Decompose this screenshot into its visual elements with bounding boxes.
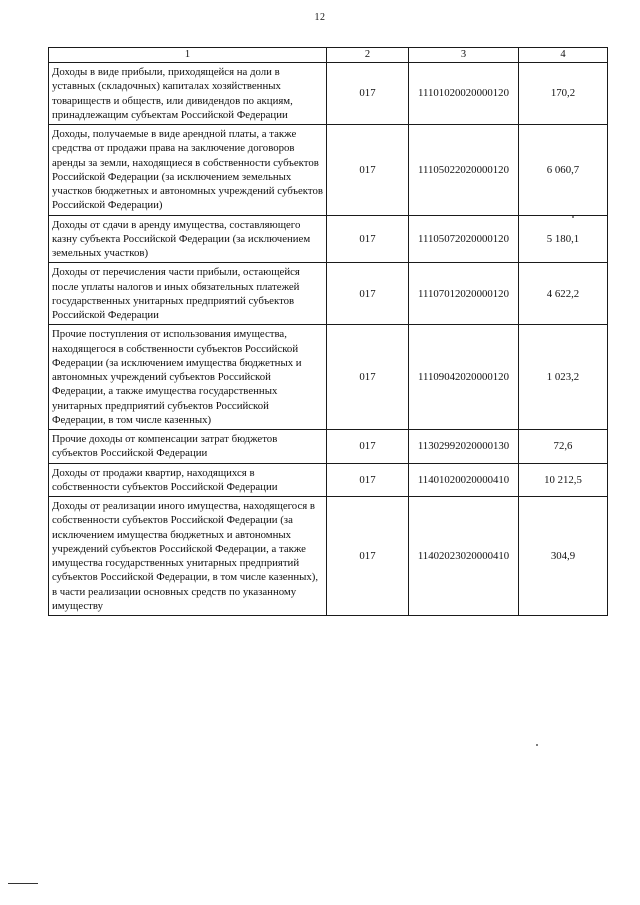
revenue-name: Доходы от продажи квартир, находящихся в собственности субъектов Российской Федерации xyxy=(49,463,327,497)
admin-code: 017 xyxy=(327,215,409,263)
table-row xyxy=(49,497,608,616)
admin-code: 017 xyxy=(327,430,409,464)
footer-rule xyxy=(8,883,38,884)
amount: 4 622,2 xyxy=(519,263,608,325)
table-row xyxy=(49,325,608,430)
revenue-name: Доходы в виде прибыли, приходящейся на доли в уставных (складочных) капиталах хозяйственных товариществ и обществ, или дивидендов по акциям, принадлежащим субъектам Российской Федерации xyxy=(49,63,327,125)
budget-classification-code: 11107012020000120 xyxy=(409,263,519,325)
table-row xyxy=(49,125,608,216)
revenue-name: Доходы от сдачи в аренду имущества, составляющего казну субъекта Российской Федерации (за исключением земельных участков) xyxy=(49,215,327,263)
amount: 170,2 xyxy=(519,63,608,125)
table-row xyxy=(49,63,608,125)
revenue-name: Доходы от реализации иного имущества, находящегося в собственности субъектов Российской Федерации (за исключением имущества бюджетных и автономных учреждений субъектов Российской Федерации, а также имущества государственных унитарных предприятий субъектов Российской Федерации, в том числе казенных), в части реализации основных средств по указанному имуществу xyxy=(49,497,327,616)
amount: 1 023,2 xyxy=(519,325,608,430)
admin-code: 017 xyxy=(327,63,409,125)
budget-classification-code: 11105022020000120 xyxy=(409,125,519,216)
table-header-row xyxy=(49,48,608,63)
admin-code: 017 xyxy=(327,125,409,216)
amount: 304,9 xyxy=(519,497,608,616)
admin-code: 017 xyxy=(327,463,409,497)
amount: 6 060,7 xyxy=(519,125,608,216)
scan-speck xyxy=(536,744,538,746)
budget-classification-code: 11401020020000410 xyxy=(409,463,519,497)
amount: 5 180,1 xyxy=(519,215,608,263)
table-row xyxy=(49,215,608,263)
table-row xyxy=(49,463,608,497)
page-number: 12 xyxy=(314,12,326,23)
admin-code: 017 xyxy=(327,325,409,430)
admin-code: 017 xyxy=(327,263,409,325)
table-row xyxy=(49,430,608,464)
budget-classification-code: 11109042020000120 xyxy=(409,325,519,430)
revenue-name: Прочие доходы от компенсации затрат бюджетов субъектов Российской Федерации xyxy=(49,430,327,464)
column-header-2: 2 xyxy=(327,48,409,63)
admin-code: 017 xyxy=(327,497,409,616)
budget-classification-code: 11101020020000120 xyxy=(409,63,519,125)
budget-classification-code: 11402023020000410 xyxy=(409,497,519,616)
budget-classification-code: 11105072020000120 xyxy=(409,215,519,263)
revenue-name: Прочие поступления от использования имущества, находящегося в собственности субъектов Российской Федерации (за исключением имущества бюджетных и автономных учреждений субъектов Российской Федерации, а также имущества государственных унитарных предприятий субъектов Российской Федерации, в том числе казенных) xyxy=(49,325,327,430)
column-header-3: 3 xyxy=(409,48,519,63)
column-header-1: 1 xyxy=(49,48,327,63)
amount: 72,6 xyxy=(519,430,608,464)
revenue-name: Доходы, получаемые в виде арендной платы, а также средства от продажи права на заключение договоров аренды за земли, находящиеся в собственности субъектов Российской Федерации (за исключением земельных участков бюджетных и автономных учреждений субъектов Российской Федерации) xyxy=(49,125,327,216)
amount: 10 212,5 xyxy=(519,463,608,497)
table-row xyxy=(49,263,608,325)
revenue-name: Доходы от перечисления части прибыли, остающейся после уплаты налогов и иных обязательных платежей государственных унитарных предприятий субъектов Российской Федерации xyxy=(49,263,327,325)
scan-speck xyxy=(572,216,574,218)
column-header-4: 4 xyxy=(519,48,608,63)
budget-classification-code: 11302992020000130 xyxy=(409,430,519,464)
revenue-table xyxy=(48,47,608,616)
